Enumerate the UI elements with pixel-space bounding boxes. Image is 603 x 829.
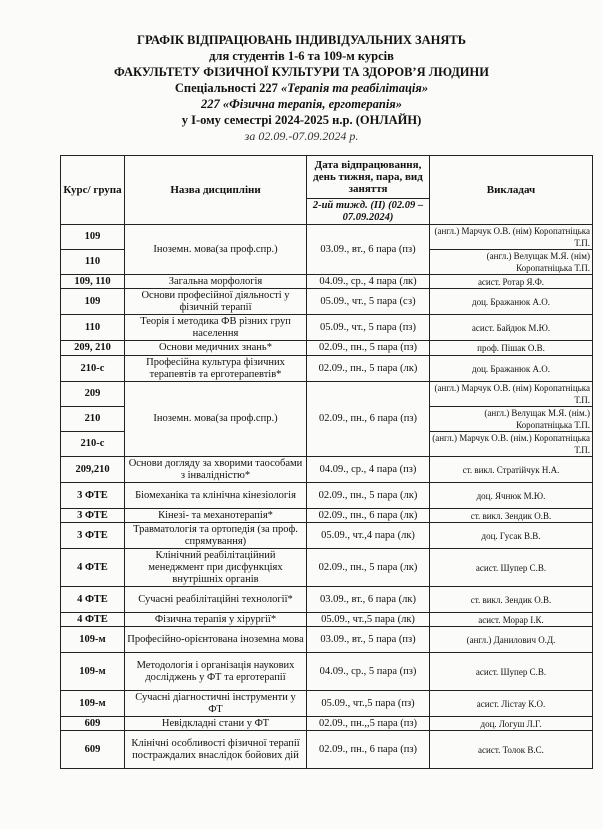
teacher-cell: доц. Бражанюк А.О. xyxy=(430,289,593,315)
teacher-cell: (англ.) Марчук О.В. (нім) Коропатніцька Т.П. xyxy=(430,382,593,407)
date-cell: 03.09., вт., 6 пара (пз) xyxy=(307,225,430,275)
discipline-cell: Травматологія та ортопедія (за проф. спрямування) xyxy=(125,523,307,549)
date-cell: 05.09., чт.,5 пара (пз) xyxy=(307,691,430,717)
col-header-teacher: Викладач xyxy=(430,156,593,225)
discipline-cell: Невідкладні стани у ФТ xyxy=(125,717,307,731)
col-header-date: Дата відпрацювання, день тижня, пара, вид заняття xyxy=(307,156,430,199)
group-cell: 110 xyxy=(61,250,125,275)
teacher-cell: проф. Пішак О.В. xyxy=(430,341,593,356)
date-cell: 05.09., чт., 5 пара (сз) xyxy=(307,289,430,315)
teacher-cell: асист. Байдюк М.Ю. xyxy=(430,315,593,341)
discipline-cell: Методологія і організація наукових досліджень у ФТ та ерготерапії xyxy=(125,653,307,691)
title-line-4: Спеціальності 227 «Терапія та реабілітація» xyxy=(174,81,429,95)
group-cell: 110 xyxy=(61,315,125,341)
group-cell: 3 ФТЕ xyxy=(61,509,125,523)
teacher-cell: асист. Толок В.С. xyxy=(430,731,593,769)
group-cell: 109 xyxy=(61,225,125,250)
group-cell: 210 xyxy=(61,407,125,432)
title-line-6: у І-ому семестрі 2024-2025 н.р. (ОНЛАЙН) xyxy=(181,113,422,127)
date-cell: 04.09., ср., 4 пара (лк) xyxy=(307,275,430,289)
discipline-cell: Кінезі- та механотерапія* xyxy=(125,509,307,523)
discipline-cell: Іноземн. мова(за проф.спр.) xyxy=(125,225,307,275)
teacher-cell: (англ.) Велущак М.Я. (нім.) Коропатніцька Т.П. xyxy=(430,407,593,432)
discipline-cell: Клінічні особливості фізичної терапії постраждалих внаслідок бойових дій xyxy=(125,731,307,769)
discipline-cell: Фізична терапія у хірургії* xyxy=(125,613,307,627)
date-cell: 02.09., пн.,,5 пара (пз) xyxy=(307,717,430,731)
group-cell: 209,210 xyxy=(61,457,125,483)
teacher-cell: (англ.) Марчук О.В. (нім.) Коропатніцька Т.П. xyxy=(430,432,593,457)
group-cell: 609 xyxy=(61,731,125,769)
date-cell: 02.09., пн., 6 пара (пз) xyxy=(307,731,430,769)
teacher-cell: доц. Гусак В.В. xyxy=(430,523,593,549)
teacher-cell: асист. Ротар Я.Ф. xyxy=(430,275,593,289)
group-cell: 210-с xyxy=(61,356,125,382)
discipline-cell: Теорія і методика ФВ різних груп населення xyxy=(125,315,307,341)
teacher-cell: (англ.) Велущак М.Я. (нім) Коропатніцька Т.П. xyxy=(430,250,593,275)
discipline-cell: Основи медичних знань* xyxy=(125,341,307,356)
teacher-cell: доц. Логуш Л.Г. xyxy=(430,717,593,731)
group-cell: 609 xyxy=(61,717,125,731)
col-header-discipline: Назва дисципліни xyxy=(125,156,307,225)
group-cell: 4 ФТЕ xyxy=(61,613,125,627)
discipline-cell: Основи професійної діяльності у фізичній терапії xyxy=(125,289,307,315)
teacher-cell: доц. Ячнюк М.Ю. xyxy=(430,483,593,509)
group-cell: 209, 210 xyxy=(61,341,125,356)
col-header-week: 2-ий тижд. (ІІ) (02.09 – 07.09.2024) xyxy=(307,199,430,225)
date-cell: 02.09., пн., 5 пара (лк) xyxy=(307,356,430,382)
teacher-cell: ст. викл. Зендик О.В. xyxy=(430,509,593,523)
teacher-cell: асист. Шупер С.В. xyxy=(430,653,593,691)
date-cell: 02.09., пн., 6 пара (лк) xyxy=(307,509,430,523)
teacher-cell: ст. викл. Стратійчук Н.А. xyxy=(430,457,593,483)
teacher-cell: доц. Бражанюк А.О. xyxy=(430,356,593,382)
date-cell: 05.09., чт., 5 пара (пз) xyxy=(307,315,430,341)
date-cell: 04.09., ср., 4 пара (пз) xyxy=(307,457,430,483)
group-cell: 109, 110 xyxy=(61,275,125,289)
group-cell: 109-м xyxy=(61,691,125,717)
group-cell: 109-м xyxy=(61,627,125,653)
discipline-cell: Клінічний реабілітаційний менеджмент при дисфункціях внутрішніх органів xyxy=(125,549,307,587)
date-cell: 02.09., пн., 6 пара (пз) xyxy=(307,382,430,457)
group-cell: 4 ФТЕ xyxy=(61,587,125,613)
col-header-group: Курс/ група xyxy=(61,156,125,225)
group-cell: 4 ФТЕ xyxy=(61,549,125,587)
date-cell: 04.09., ср., 5 пара (пз) xyxy=(307,653,430,691)
title-dates: за 02.09.-07.09.2024 р. xyxy=(244,129,359,143)
title-line-2: для студентів 1-6 та 109-м курсів xyxy=(209,49,394,63)
teacher-cell: асист. Шупер С.В. xyxy=(430,549,593,587)
group-cell: 109 xyxy=(61,289,125,315)
document-header xyxy=(0,32,603,144)
teacher-cell: асист. Лістау К.О. xyxy=(430,691,593,717)
group-cell: 3 ФТЕ xyxy=(61,483,125,509)
teacher-cell: ст. викл. Зендик О.В. xyxy=(430,587,593,613)
discipline-cell: Загальна морфологія xyxy=(125,275,307,289)
date-cell: 05.09., чт.,5 пара (лк) xyxy=(307,613,430,627)
group-cell: 3 ФТЕ xyxy=(61,523,125,549)
group-cell: 210-с xyxy=(61,432,125,457)
teacher-cell: (англ.) Данилович О.Д. xyxy=(430,627,593,653)
date-cell: 02.09., пн., 5 пара (лк) xyxy=(307,483,430,509)
discipline-cell: Іноземн. мова(за проф.спр.) xyxy=(125,382,307,457)
title-line-1: ГРАФІК ВІДПРАЦЮВАНЬ ІНДИВІДУАЛЬНИХ ЗАНЯТЬ xyxy=(137,33,466,47)
group-cell: 209 xyxy=(61,382,125,407)
discipline-cell: Сучасні діагностичні інструменти у ФТ xyxy=(125,691,307,717)
teacher-cell: асист. Морар І.К. xyxy=(430,613,593,627)
schedule-table xyxy=(60,155,593,769)
group-cell: 109-м xyxy=(61,653,125,691)
discipline-cell: Основи догляду за хворими таособами з інвалідністю* xyxy=(125,457,307,483)
date-cell: 05.09., чт.,4 пара (лк) xyxy=(307,523,430,549)
date-cell: 03.09., вт., 5 пара (пз) xyxy=(307,627,430,653)
discipline-cell: Сучасні реабілітаційні технології* xyxy=(125,587,307,613)
title-line-5: 227 «Фізична терапія, ерготерапія» xyxy=(200,97,403,111)
discipline-cell: Біомеханіка та клінічна кінезіологія xyxy=(125,483,307,509)
discipline-cell: Професійна культура фізичних терапевтів та ерготерапевтів* xyxy=(125,356,307,382)
date-cell: 02.09., пн., 5 пара (лк) xyxy=(307,549,430,587)
date-cell: 03.09., вт., 6 пара (лк) xyxy=(307,587,430,613)
discipline-cell: Професійно-орієнтована іноземна мова xyxy=(125,627,307,653)
date-cell: 02.09., пн., 5 пара (пз) xyxy=(307,341,430,356)
title-line-3: ФАКУЛЬТЕТУ ФІЗИЧНОЇ КУЛЬТУРИ ТА ЗДОРОВ’Я ЛЮДИНИ xyxy=(114,65,489,79)
teacher-cell: (англ.) Марчук О.В. (нім) Коропатніцька Т.П. xyxy=(430,225,593,250)
